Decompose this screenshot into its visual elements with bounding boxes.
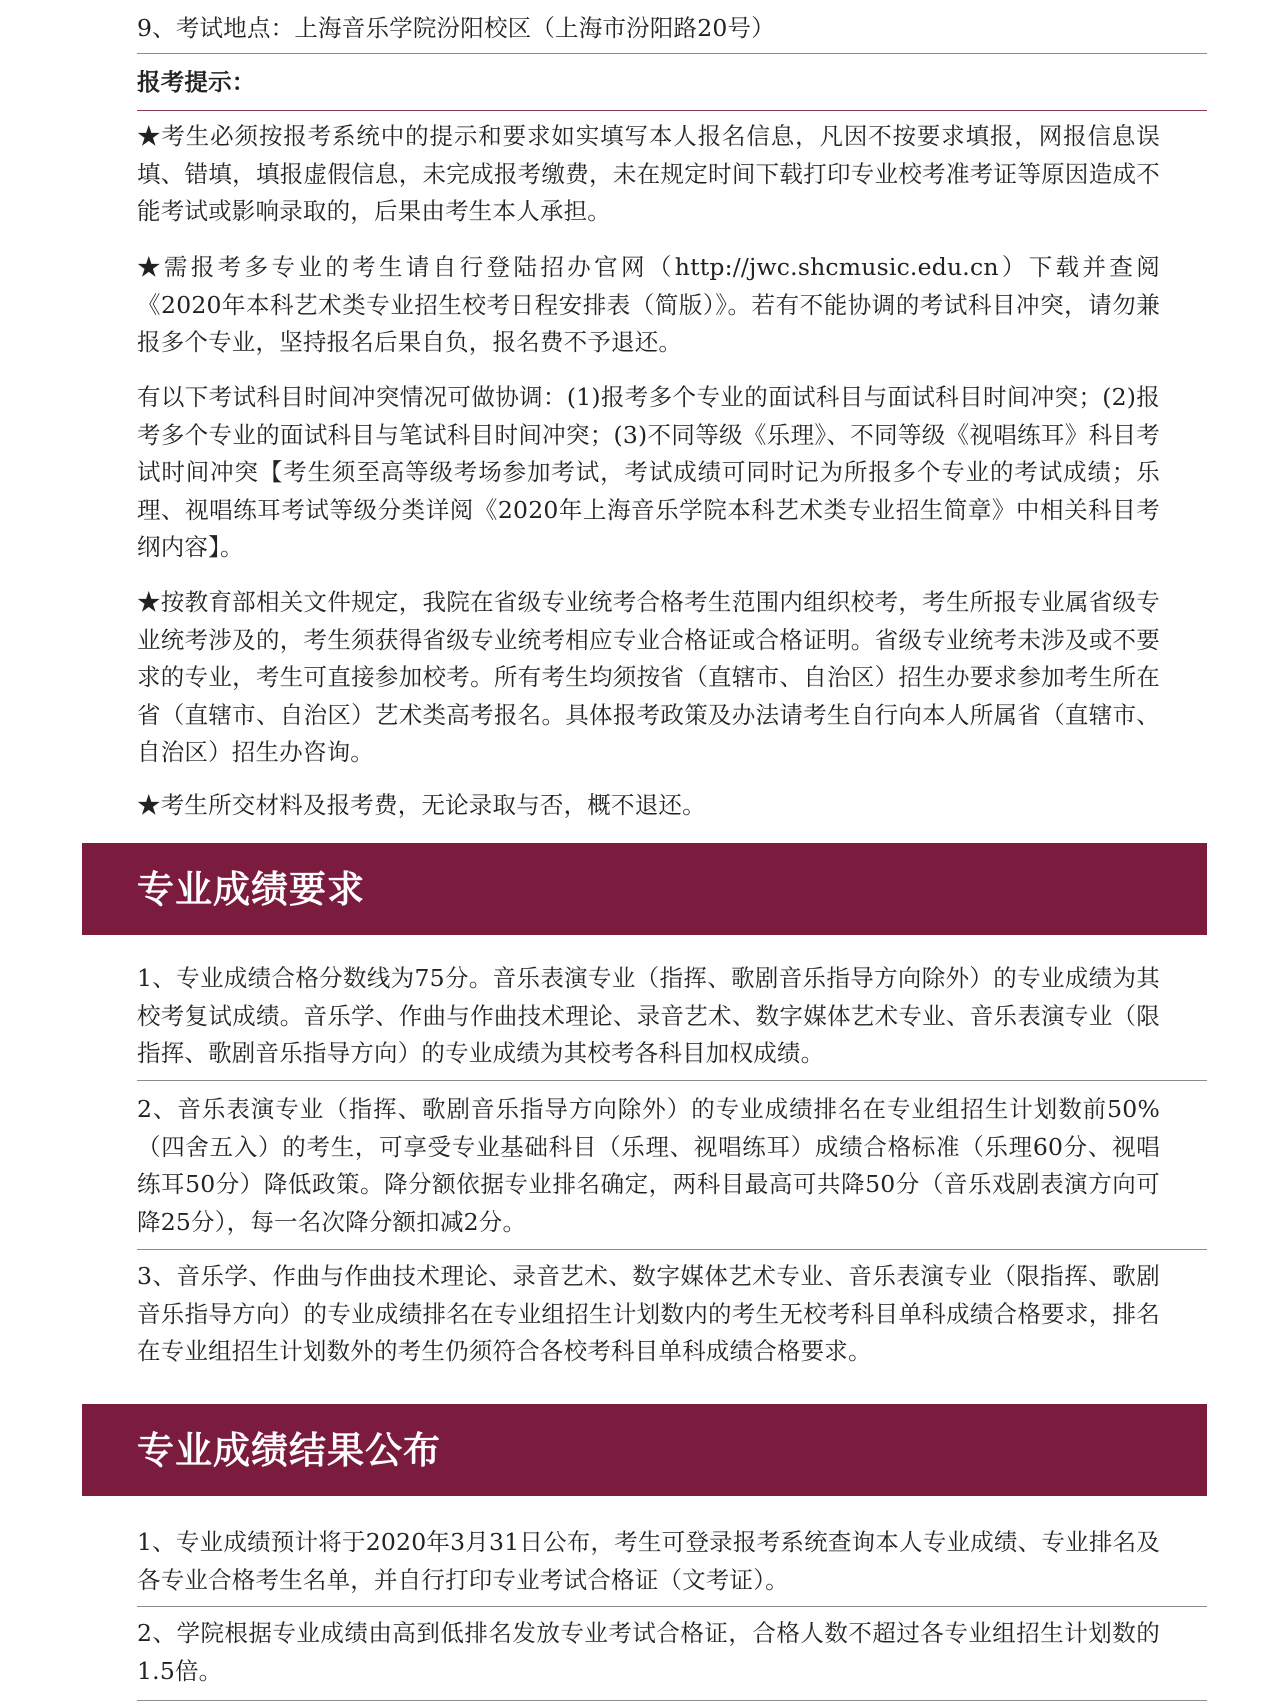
announcement-item: 1、专业成绩预计将于2020年3月31日公布，考生可登录报考系统查询本人专业成绩、专业排名及各专业合格考生名单，并自行打印专业考试合格证（文考证）。 (137, 1528, 1160, 1594)
divider (137, 1700, 1207, 1701)
divider (137, 53, 1207, 54)
divider (137, 110, 1207, 111)
section-title: 专业成绩要求 (137, 867, 365, 911)
tip-paragraph: ★考生所交材料及报考费，无论录取与否，概不退还。 (137, 791, 706, 819)
divider (137, 1249, 1207, 1250)
tip-paragraph: ★需报考多专业的考生请自行登陆招办官网（http://jwc.shcmusic.edu.cn）下载并查阅《2020年本科艺术类专业招生校考日程安排表（简版）》。若有不能协调的考试科目冲突，请勿兼报多个专业，坚持报名后果自负，报名费不予退还。 (137, 253, 1160, 356)
tip-paragraph: ★按教育部相关文件规定，我院在省级专业统考合格考生范围内组织校考，考生所报专业属省级专业统考涉及的，考生须获得省级专业统考相应专业合格证或合格证明。省级专业统考未涉及或不要求的专业，考生可直接参加校考。所有考生均须按省（直辖市、自治区）招生办要求参加考生所在省（直辖市、自治区）艺术类高考报名。具体报考政策及办法请考生自行向本人所属省（直辖市、自治区）招生办咨询。 (137, 588, 1160, 766)
announcement-item: 2、学院根据专业成绩由高到低排名发放专业考试合格证，合格人数不超过各专业组招生计划数的1.5倍。 (137, 1619, 1160, 1685)
tip-paragraph: ★考生必须按报考系统中的提示和要求如实填写本人报名信息，凡因不按要求填报，网报信息误填、错填，填报虚假信息，未完成报考缴费，未在规定时间下载打印专业校考准考证等原因造成不能考试或影响录取的，后果由考生本人承担。 (137, 122, 1160, 225)
exam-location-line: 9、考试地点：上海音乐学院汾阳校区（上海市汾阳路20号） (137, 14, 775, 42)
divider (137, 1606, 1207, 1607)
section-title: 专业成绩结果公布 (137, 1428, 441, 1472)
requirement-item: 1、专业成绩合格分数线为75分。音乐表演专业（指挥、歌剧音乐指导方向除外）的专业成绩为其校考复试成绩。音乐学、作曲与作曲技术理论、录音艺术、数字媒体艺术专业、音乐表演专业（限指挥、歌剧音乐指导方向）的专业成绩为其校考各科目加权成绩。 (137, 964, 1160, 1067)
section-banner (82, 843, 1207, 935)
divider (137, 1080, 1207, 1081)
tip-paragraph: 有以下考试科目时间冲突情况可做协调：(1)报考多个专业的面试科目与面试科目时间冲突；(2)报考多个专业的面试科目与笔试科目时间冲突；(3)不同等级《乐理》、不同等级《视唱练耳》科目考试时间冲突【考生须至高等级考场参加考试，考试成绩可同时记为所报多个专业的考试成绩；乐理、视唱练耳考试等级分类详阅《2020年上海音乐学院本科艺术类专业招生简章》中相关科目考纲内容】。 (137, 383, 1160, 561)
section-banner (82, 1404, 1207, 1496)
tips-heading: 报考提示： (137, 68, 256, 96)
requirement-item: 3、音乐学、作曲与作曲技术理论、录音艺术、数字媒体艺术专业、音乐表演专业（限指挥、歌剧音乐指导方向）的专业成绩排名在专业组招生计划数内的考生无校考科目单科成绩合格要求，排名在专业组招生计划数外的考生仍须符合各校考科目单科成绩合格要求。 (137, 1262, 1160, 1365)
requirement-item: 2、音乐表演专业（指挥、歌剧音乐指导方向除外）的专业成绩排名在专业组招生计划数前50%（四舍五入）的考生，可享受专业基础科目（乐理、视唱练耳）成绩合格标准（乐理60分、视唱练耳50分）降低政策。降分额依据专业排名确定，两科目最高可共降50分（音乐戏剧表演方向可降25分），每一名次降分额扣减2分。 (137, 1095, 1160, 1236)
